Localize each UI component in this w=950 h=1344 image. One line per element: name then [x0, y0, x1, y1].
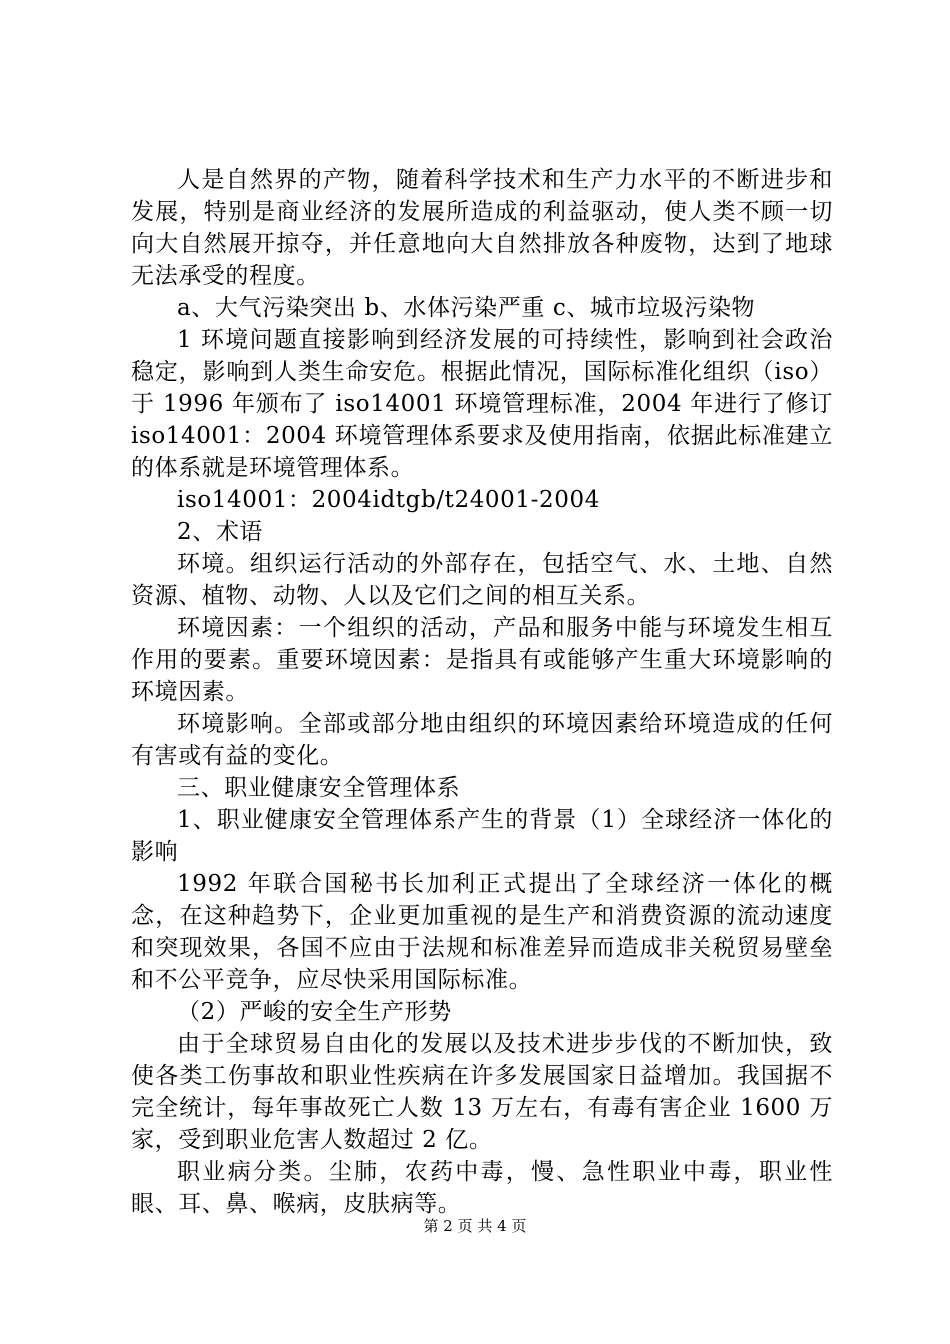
page-number-label: 第 2 页 共 4 页 [423, 1217, 527, 1235]
section-heading-terms: 2、术语 [177, 519, 264, 545]
paragraph-iso-standard-code: iso14001：2004idtgb/t24001-2004 [177, 487, 600, 513]
section-heading-ohs: 三、职业健康安全管理体系 [177, 775, 461, 801]
paragraph-iso-background: 1 环境问题直接影响到经济发展的可持续性，影响到社会政治稳定，影响到人类生命安危。根据此情况，国际标准化组织（iso）于 1996 年颁布了 iso14001 环境管理标准，2004 年进行了修订 iso14001：2004 环境管理体系要求及使用指南，依据此标准建立的体系就是环境管理体系。 [131, 327, 833, 481]
paragraph-pollution-list: a、大气污染突出 b、水体污染严重 c、城市垃圾污染物 [177, 295, 756, 321]
subheading-safety-situation: （2）严峻的安全生产形势 [177, 999, 452, 1025]
paragraph-occupational-disease: 职业病分类。尘肺，农药中毒，慢、急性职业中毒，职业性眼、耳、鼻、喉病，皮肤病等。 [131, 1159, 833, 1217]
paragraph-term-environmental-factor: 环境因素：一个组织的活动，产品和服务中能与环境发生相互作用的要素。重要环境因素：是指具有或能够产生重大环境影响的环境因素。 [131, 615, 833, 705]
paragraph-accident-statistics: 由于全球贸易自由化的发展以及技术进步步伐的不断加快，致使各类工伤事故和职业性疾病在许多发展国家日益增加。我国据不完全统计，每年事故死亡人数 13 万左右，有毒有害企业 1600 万家，受到职业危害人数超过 2 亿。 [131, 1031, 833, 1153]
page-footer [0, 1216, 950, 1236]
subheading-ohs-background: 1、职业健康安全管理体系产生的背景（1）全球经济一体化的影响 [131, 807, 833, 865]
paragraph-term-environment: 环境。组织运行活动的外部存在，包括空气、水、土地、自然资源、植物、动物、人以及它们之间的相互关系。 [131, 551, 833, 609]
document-body [131, 164, 833, 1220]
paragraph-global-economy: 1992 年联合国秘书长加利正式提出了全球经济一体化的概念，在这种趋势下，企业更加重视的是生产和消费资源的流动速度和突现效果，各国不应由于法规和标准差异而造成非关税贸易壁垒和不公平竞争，应尽快采用国际标准。 [131, 871, 833, 993]
paragraph-term-environmental-impact: 环境影响。全部或部分地由组织的环境因素给环境造成的任何有害或有益的变化。 [131, 711, 833, 769]
paragraph-intro: 人是自然界的产物，随着科学技术和生产力水平的不断进步和发展，特别是商业经济的发展所造成的利益驱动，使人类不顾一切向大自然展开掠夺，并任意地向大自然排放各种废物，达到了地球无法承受的程度。 [131, 167, 833, 289]
